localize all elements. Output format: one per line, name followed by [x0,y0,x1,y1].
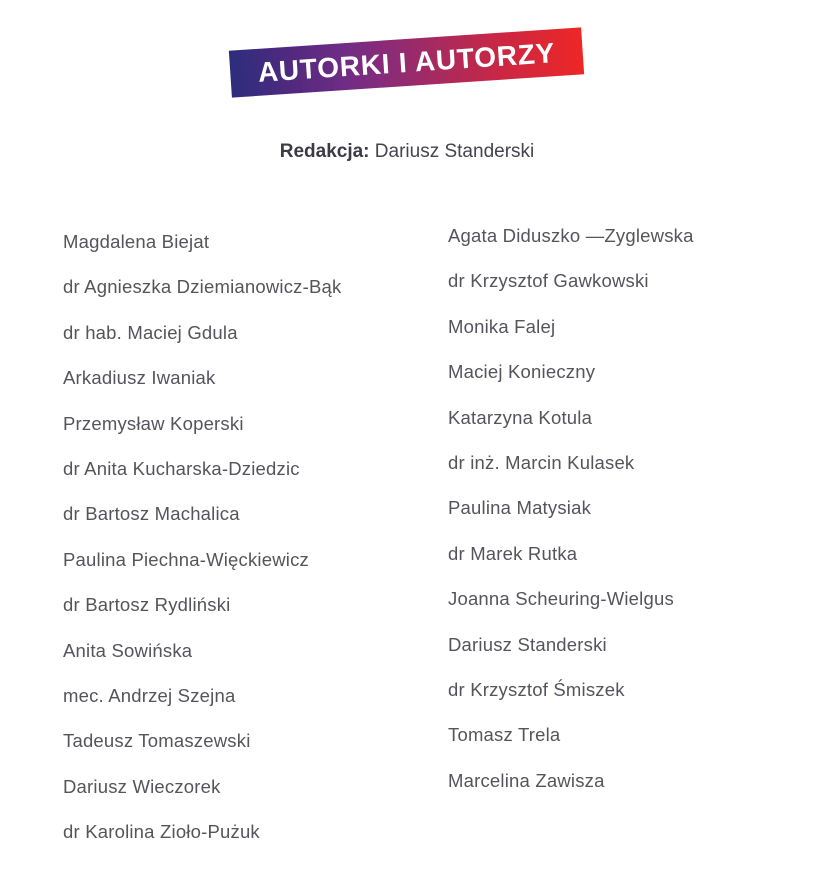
author-name: dr Bartosz Rydliński [63,594,231,616]
author-name: dr hab. Maciej Gdula [63,321,238,343]
author-name: dr Agnieszka Dziemianowicz-Bąk [63,276,342,298]
authors-banner-ribbon [229,27,584,97]
author-name: Joanna Scheuring-Wielgus [448,588,674,610]
author-name: Monika Falej [448,315,556,337]
editor-name: Dariusz Standerski [374,141,535,162]
author-name: mec. Andrzej Szejna [63,684,236,706]
author-name: Anita Sowińska [63,639,193,661]
author-name: Przemysław Koperski [63,412,244,434]
author-name: Tomasz Trela [448,724,561,746]
page-title: AUTORKI I AUTORZY [256,36,557,88]
authors-column-left [63,219,341,854]
author-name: Dariusz Standerski [448,633,607,655]
author-name: Marcelina Zawisza [448,769,605,791]
author-name: Paulina Piechna-Więckiewicz [63,548,309,570]
author-name: Paulina Matysiak [448,497,592,519]
author-name: Agata Diduszko —Zyglewska [448,225,694,246]
editor-label: Redakcja: [279,141,370,162]
author-name: dr Marek Rutka [448,542,578,564]
authors-column-right [448,213,694,803]
author-name: dr Anita Kucharska-Dziedzic [63,457,300,479]
author-name: Dariusz Wieczorek [63,775,221,797]
author-name: Arkadiusz Iwaniak [63,367,216,389]
author-name: Maciej Konieczny [448,361,596,383]
author-name: dr Krzysztof Gawkowski [448,270,649,292]
author-name: Tadeusz Tomaszewski [63,730,251,752]
author-name: dr Karolina Zioło-Pużuk [63,821,260,843]
author-name: dr Krzysztof Śmiszek [448,678,625,700]
editor-line [0,141,814,163]
author-name: dr inż. Marcin Kulasek [448,451,635,473]
author-name: Magdalena Biejat [63,231,210,252]
author-name: dr Bartosz Machalica [63,503,240,525]
author-name: Katarzyna Kotula [448,406,593,428]
